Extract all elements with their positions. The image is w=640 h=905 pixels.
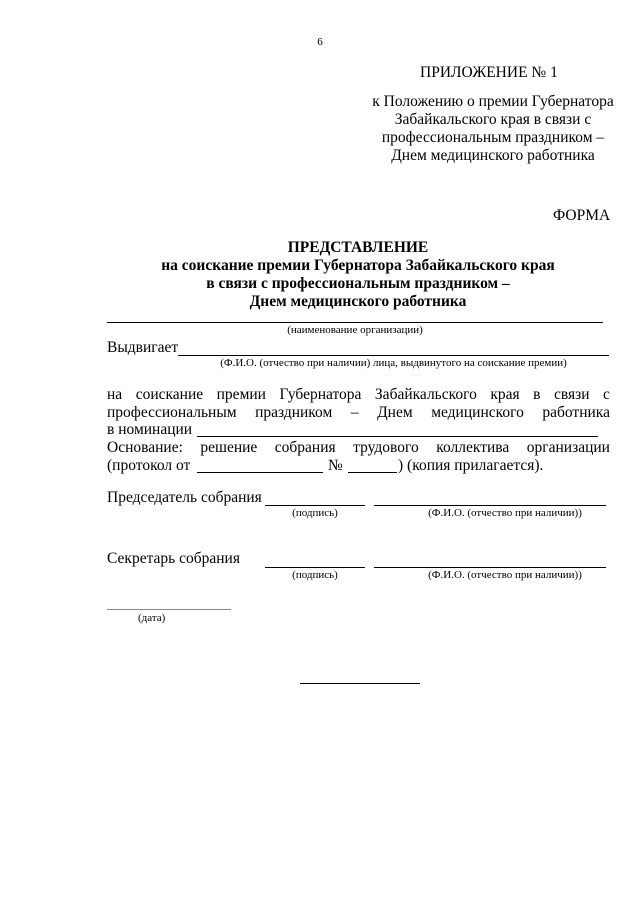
appendix-line-3: профессиональным праздником – — [381, 129, 605, 146]
document-subtitle-1: на соискание премии Губернатора Забайкальского края — [161, 257, 555, 274]
body-line-2 — [107, 404, 610, 422]
chairman-signature-caption: (подпись) — [292, 507, 338, 519]
nominates-label: Выдвигает — [107, 339, 179, 356]
chairman-name-line[interactable] — [374, 505, 606, 506]
appendix-line-2: Забайкальского края в связи с — [394, 111, 592, 128]
form-label: ФОРМА — [553, 207, 611, 224]
secretary-name-line[interactable] — [374, 567, 606, 568]
page-number: 6 — [317, 36, 323, 48]
body-word: – — [350, 404, 359, 421]
protocol-number-line[interactable] — [348, 472, 397, 473]
document-subtitle-2: в связи с профессиональным праздником – — [206, 275, 510, 292]
body-line-1 — [107, 386, 610, 404]
body-word: организации — [526, 439, 610, 456]
body-word: медицинского — [431, 404, 524, 421]
document-title: ПРЕДСТАВЛЕНИЕ — [287, 239, 429, 256]
body-word: трудового — [353, 439, 419, 456]
protocol-suffix: ) (копия прилагается). — [398, 457, 544, 474]
body-word: профессиональным — [107, 404, 237, 421]
secretary-signature-line[interactable] — [265, 567, 365, 568]
secretary-signature-caption: (подпись) — [292, 569, 338, 581]
appendix-line-4: Днем медицинского работника — [391, 147, 595, 164]
body-word: Днем — [377, 404, 413, 421]
body-word: Забайкальского — [374, 386, 477, 403]
body-word: собрания — [274, 439, 336, 456]
body-word: Губернатора — [279, 386, 362, 403]
protocol-date-line[interactable] — [197, 472, 323, 473]
appendix-title: ПРИЛОЖЕНИЕ № 1 — [420, 64, 558, 81]
organization-name-line[interactable] — [107, 322, 603, 323]
body-word: связи — [553, 386, 590, 403]
nominee-name-line[interactable] — [178, 355, 609, 356]
secretary-name-caption: (Ф.И.О. (отчество при наличии)) — [428, 569, 582, 581]
date-line[interactable] — [107, 609, 231, 610]
chairman-signature-line[interactable] — [265, 505, 365, 506]
chairman-name-caption: (Ф.И.О. (отчество при наличии)) — [428, 507, 582, 519]
date-caption: (дата) — [138, 612, 166, 624]
body-word: коллектива — [436, 439, 510, 456]
basis-line — [107, 439, 610, 457]
organization-caption: (наименование организации) — [287, 324, 423, 336]
nomination-line[interactable] — [197, 436, 598, 437]
body-word: Основание: — [107, 439, 183, 456]
body-word: работника — [542, 404, 610, 421]
appendix-line-1: к Положению о премии Губернатора — [372, 93, 614, 110]
nomination-label: в номинации — [107, 421, 193, 438]
chairman-label: Председатель собрания — [107, 489, 262, 506]
body-word: премии — [216, 386, 266, 403]
body-word: соискание — [135, 386, 204, 403]
body-word: на — [107, 386, 123, 403]
number-sign: № — [328, 457, 343, 474]
body-word: праздником — [255, 404, 333, 421]
body-word: в — [533, 386, 541, 403]
body-word: решение — [200, 439, 258, 456]
body-word: края — [490, 386, 520, 403]
closing-divider — [300, 683, 420, 684]
nominee-caption: (Ф.И.О. (отчество при наличии) лица, выдвинутого на соискание премии) — [220, 357, 567, 369]
secretary-label: Секретарь собрания — [107, 550, 240, 567]
body-word: с — [603, 386, 610, 403]
protocol-prefix: (протокол от — [107, 457, 191, 474]
document-subtitle-3: Днем медицинского работника — [249, 293, 467, 310]
